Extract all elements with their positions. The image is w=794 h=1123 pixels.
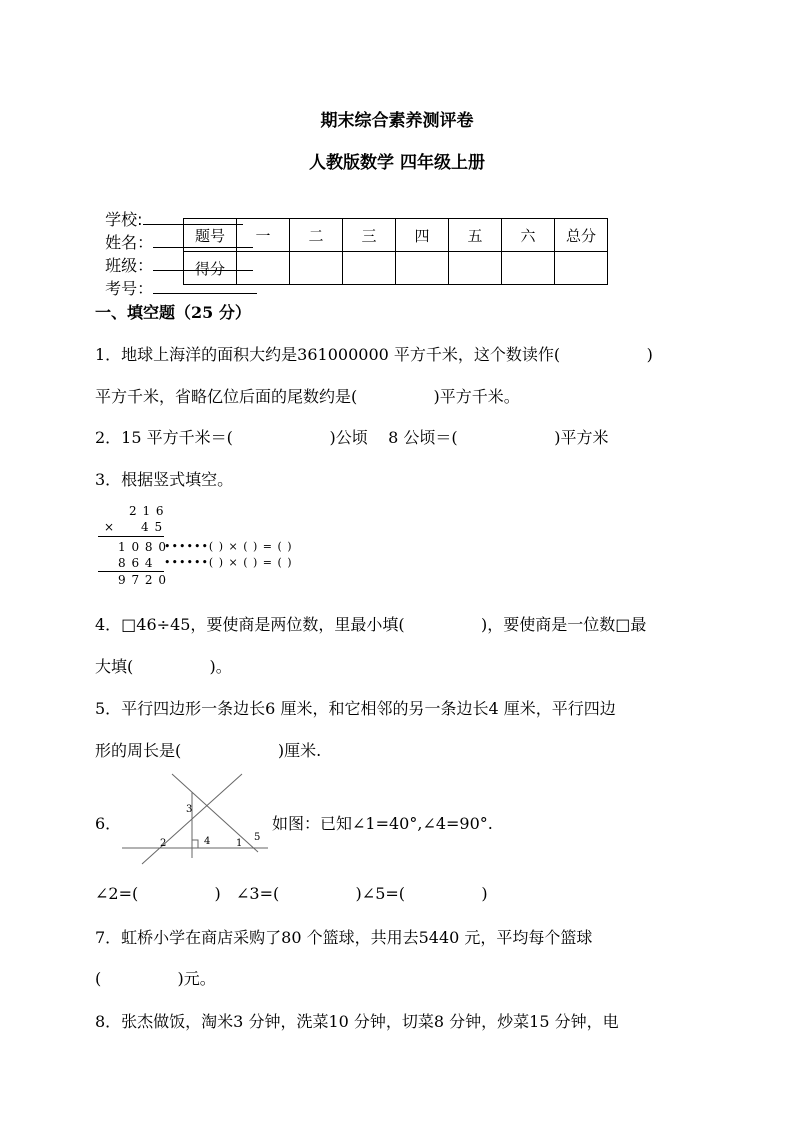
question-6-text: 如图：已知∠1=40°,∠4=90°. [272,814,493,833]
angle-label-4: 4 [204,836,211,847]
question-8-line-1: 8．张杰做饭，淘米3 分钟，洗菜10 分钟，切菜8 分钟，炒菜15 分钟，电 [95,1012,619,1031]
calc-multiply-sign: × [104,520,115,534]
score-cell: 四 [396,219,449,252]
question-3: 3．根据竖式填空。 [95,470,234,489]
score-cell: 题号 [184,219,237,252]
class-label: 班级： [105,256,154,275]
calc-row-1: 2 1 6 [129,504,165,518]
calc-fill-1: ••••••( ) × ( ) = ( ) [164,540,293,553]
score-input-cell[interactable] [449,252,502,285]
question-7-line-2: ( )元。 [95,969,216,988]
score-cell: 五 [449,219,502,252]
score-table-score-row [184,252,608,285]
calc-row-4: 8 6 4 [118,556,154,570]
question-6-number: 6． [95,814,122,833]
score-input-cell[interactable] [237,252,290,285]
score-input-cell[interactable] [555,252,608,285]
score-input-cell[interactable] [343,252,396,285]
score-cell: 总分 [555,219,608,252]
question-4-line-2: 大填( )。 [95,657,232,676]
question-1-line-1: 1．地球上海洋的面积大约是361000000 平方千米，这个数读作( ) [95,345,653,364]
score-input-cell[interactable] [290,252,343,285]
score-cell: 二 [290,219,343,252]
angle-label-1: 1 [236,838,243,849]
score-row-label: 得分 [184,252,237,285]
score-input-cell[interactable] [396,252,449,285]
calc-row-5: 9 7 2 0 [118,573,167,587]
score-table-header-row [184,219,608,252]
question-1-line-2: 平方千米，省略亿位后面的尾数约是( )平方千米。 [95,387,520,406]
question-7-line-1: 7．虹桥小学在商店采购了80 个篮球，共用去5440 元，平均每个篮球 [95,928,593,947]
calc-row-3: 1 0 8 0 [118,540,167,554]
page-subtitle: 人教版数学 四年级上册 [309,153,485,173]
score-table [183,218,608,285]
score-cell: 六 [502,219,555,252]
section-heading: 一、填空题（25 分） [95,303,251,322]
question-5-line-1: 5．平行四边形一条边长6 厘米，和它相邻的另一条边长4 厘米，平行四边 [95,699,616,718]
calc-fill-2: ••••••( ) × ( ) = ( ) [164,556,293,569]
score-cell: 三 [343,219,396,252]
calc-divider-1 [98,536,164,537]
angle-label-2: 2 [160,838,167,849]
school-label: 学校: [105,210,143,229]
question-5-line-2: 形的周长是( )厘米. [95,741,322,760]
page-title: 期末综合素养测评卷 [320,111,474,131]
question-2: 2．15 平方千米＝( )公顷 8 公顷＝( )平方米 [95,428,609,447]
calc-row-2: 4 5 [141,520,164,534]
angle-label-5: 5 [254,832,261,843]
score-input-cell[interactable] [502,252,555,285]
calc-divider-2 [98,571,164,572]
angle-figure [120,772,270,872]
score-cell: 一 [237,219,290,252]
question-6-answers: ∠2=( ) ∠3=( )∠5=( ) [95,884,488,903]
angle-label-3: 3 [186,804,193,815]
exam-no-label: 考号： [105,279,154,298]
name-label: 姓名： [105,233,154,252]
question-4-line-1: 4．□46÷45，要使商是两位数，里最小填( )，要使商是一位数□最 [95,615,647,634]
